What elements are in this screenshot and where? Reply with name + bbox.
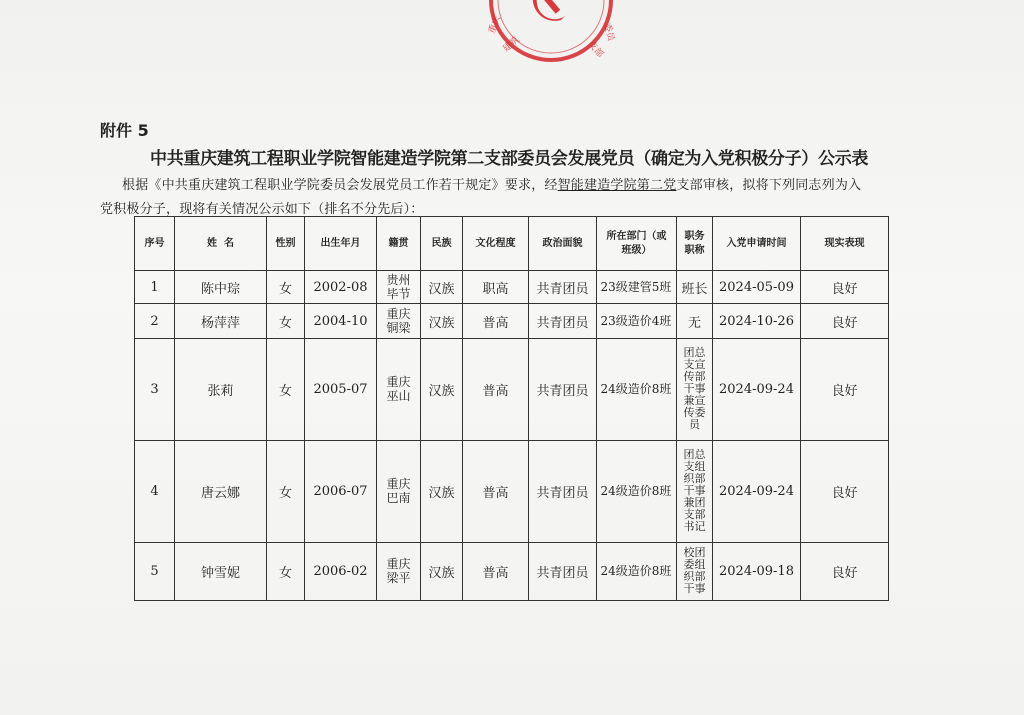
dept-text: 24级造价8班 [600, 484, 672, 498]
table-row [135, 271, 889, 304]
cell-origin [377, 543, 421, 601]
cell-gender: 女 [267, 339, 305, 441]
cell-gender: 女 [267, 441, 305, 543]
cell-name: 唐云娜 [175, 441, 267, 543]
cell-origin [377, 441, 421, 543]
cell-position: 班长 [677, 271, 713, 304]
cell-ethnic: 汉族 [421, 271, 463, 304]
header-origin: 籍贯 [377, 217, 421, 271]
cell-gender: 女 [267, 543, 305, 601]
intro-paragraph-line1 [122, 174, 861, 193]
cell-education: 普高 [463, 543, 529, 601]
candidate-table [134, 216, 889, 601]
table-row [135, 304, 889, 339]
cell-name: 张莉 [175, 339, 267, 441]
header-dept: 所在部门（或班级） [597, 217, 677, 271]
cell-no: 5 [135, 543, 175, 601]
cell-political: 共青团员 [529, 304, 597, 339]
cell-name: 杨萍萍 [175, 304, 267, 339]
dept-text: 24级造价8班 [600, 564, 672, 578]
cell-ethnic: 汉族 [421, 441, 463, 543]
cell-origin [377, 339, 421, 441]
attachment-label: 附件 5 [100, 121, 149, 140]
cell-performance: 良好 [801, 441, 889, 543]
dept-text: 24级造价8班 [600, 382, 672, 396]
position-text: 团总支宣传部干事兼宣传委员 [683, 346, 706, 431]
cell-position [677, 543, 713, 601]
cell-education: 职高 [463, 271, 529, 304]
cell-birth: 2006-07 [305, 441, 377, 543]
position-text: 团总支组织部干事兼团支部书记 [683, 448, 706, 533]
table-row [135, 339, 889, 441]
cell-ethnic: 汉族 [421, 304, 463, 339]
cell-dept [597, 304, 677, 339]
svg-text:委员: 委员 [601, 22, 616, 43]
header-ethnic: 民族 [421, 217, 463, 271]
dept-text: 23级建管5班 [600, 279, 672, 294]
intro-paragraph-line2: 党积极分子，现将有关情况公示如下（排名不分先后）： [100, 202, 424, 217]
cell-ethnic: 汉族 [421, 543, 463, 601]
intro-underlined-branch: 智能建造学院第二党 [557, 178, 677, 193]
header-political: 政治面貌 [529, 217, 597, 271]
hammer-sickle-icon [528, 0, 565, 21]
origin-text: 重庆巴南 [386, 477, 411, 505]
svg-text:建筑: 建筑 [501, 35, 522, 55]
origin-text: 贵州毕节 [386, 272, 411, 301]
table-header-row [135, 217, 889, 271]
page-title: 中共重庆建筑工程职业学院智能建造学院第二支部委员会发展党员（确定为入党积极分子）公示表 [150, 149, 869, 169]
cell-birth: 2004-10 [305, 304, 377, 339]
cell-gender: 女 [267, 271, 305, 304]
cell-political: 共青团员 [529, 271, 597, 304]
header-birth: 出生年月 [305, 217, 377, 271]
header-performance: 现实表现 [801, 217, 889, 271]
cell-no: 4 [135, 441, 175, 543]
header-position: 职务职称 [677, 217, 713, 271]
cell-political: 共青团员 [529, 441, 597, 543]
cell-position [677, 339, 713, 441]
cell-education: 普高 [463, 339, 529, 441]
cell-name: 陈中琮 [175, 271, 267, 304]
cell-no: 3 [135, 339, 175, 441]
cell-performance: 良好 [801, 304, 889, 339]
cell-origin [377, 304, 421, 339]
header-gender: 性别 [267, 217, 305, 271]
party-seal-stamp [476, 0, 626, 74]
cell-birth: 2002-08 [305, 271, 377, 304]
cell-education: 普高 [463, 441, 529, 543]
cell-dept [597, 339, 677, 441]
cell-no: 2 [135, 304, 175, 339]
table-row [135, 441, 889, 543]
svg-text:支部: 支部 [585, 39, 605, 60]
cell-apply-date: 2024-05-09 [713, 271, 801, 304]
intro-text-part2: 支部审核，拟将下列同志列为入 [676, 178, 862, 193]
cell-apply-date: 2024-09-18 [713, 543, 801, 601]
cell-origin [377, 271, 421, 304]
position-text: 校团委组织部干事 [683, 546, 706, 595]
cell-gender: 女 [267, 304, 305, 339]
cell-birth: 2006-02 [305, 543, 377, 601]
origin-text: 重庆巫山 [386, 375, 411, 403]
cell-performance: 良好 [801, 271, 889, 304]
table-row [135, 543, 889, 601]
cell-apply-date: 2024-10-26 [713, 304, 801, 339]
cell-political: 共青团员 [529, 543, 597, 601]
cell-birth: 2005-07 [305, 339, 377, 441]
cell-apply-date: 2024-09-24 [713, 339, 801, 441]
cell-ethnic: 汉族 [421, 339, 463, 441]
svg-text:重庆: 重庆 [487, 14, 503, 36]
cell-political: 共青团员 [529, 339, 597, 441]
intro-text-part1: 根据《中共重庆建筑工程职业学院委员会发展党员工作若干规定》要求，经 [122, 178, 558, 193]
header-name: 姓 名 [175, 217, 267, 271]
origin-text: 重庆铜梁 [386, 306, 411, 335]
cell-dept [597, 271, 677, 304]
cell-performance: 良好 [801, 339, 889, 441]
cell-performance: 良好 [801, 543, 889, 601]
cell-position [677, 441, 713, 543]
origin-text: 重庆梁平 [386, 557, 411, 585]
header-no: 序号 [135, 217, 175, 271]
cell-dept [597, 441, 677, 543]
cell-position: 无 [677, 304, 713, 339]
cell-education: 普高 [463, 304, 529, 339]
header-education: 文化程度 [463, 217, 529, 271]
header-apply-date: 入党申请时间 [713, 217, 801, 271]
cell-no: 1 [135, 271, 175, 304]
cell-name: 钟雪妮 [175, 543, 267, 601]
dept-text: 23级造价4班 [600, 313, 672, 328]
cell-dept [597, 543, 677, 601]
cell-apply-date: 2024-09-24 [713, 441, 801, 543]
